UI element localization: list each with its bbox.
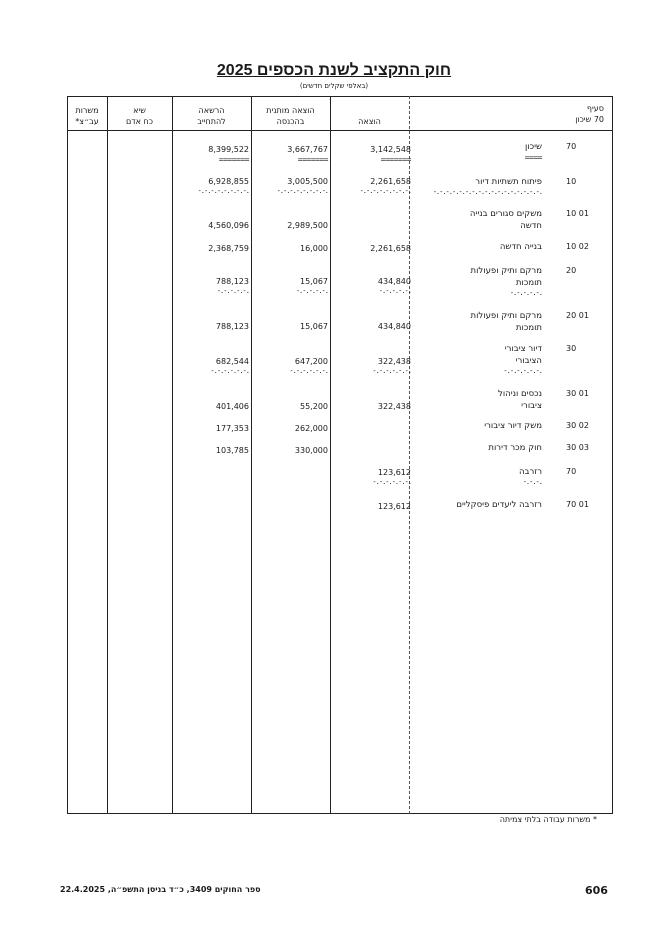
underline-cond: ======= [297, 155, 328, 164]
item-code: 10 [566, 177, 577, 186]
amount-cond: 3,005,500 [287, 177, 328, 186]
item-name-underline: -.-.-. [522, 478, 542, 486]
header-staff [67, 105, 107, 127]
amount-commit: 6,928,855 [208, 177, 249, 186]
item-code: 30 01 [566, 389, 589, 398]
amount-commit: 4,560,096 [208, 221, 249, 230]
amount-cond: 15,067 [300, 322, 328, 331]
amount-commit: 8,399,522 [208, 145, 249, 154]
amount-expense: 322,438 [377, 402, 411, 411]
underline-expense: ======= [380, 155, 411, 164]
column-divider-commit [251, 96, 252, 814]
underline-cond: -.-.-.-.-.-. [289, 367, 328, 375]
amount-expense: 434,840 [377, 322, 411, 331]
header-section-line2: 70 שיכון [575, 115, 604, 124]
amount-expense: 2,261,658 [370, 244, 411, 253]
header-dot: . [329, 94, 332, 102]
amount-cond: 16,000 [300, 244, 328, 253]
item-name: רזרבה [518, 467, 542, 477]
header-cond [251, 105, 330, 127]
header-expense: הוצאה [358, 117, 381, 126]
header-peak [107, 105, 172, 127]
page-number: 606 [585, 884, 608, 897]
item-code: 20 01 [566, 311, 589, 320]
footnote: * משרות עבודה בלתי צמיתה [499, 815, 597, 824]
item-code: 70 01 [566, 500, 589, 509]
column-divider-peak [172, 96, 173, 814]
amount-commit: 177,353 [215, 424, 249, 433]
item-name: נכסים וניהול [498, 389, 542, 399]
amount-cond: 3,667,767 [287, 145, 328, 154]
item-name: תומכות [515, 323, 542, 333]
header-staff-line2: עב״צ* [75, 117, 99, 126]
amount-commit: 788,123 [215, 277, 249, 286]
column-divider-staff [107, 96, 108, 814]
item-name: הציבורי [515, 356, 542, 366]
item-code: 70 [566, 142, 577, 151]
item-name-underline: -.-.-.-.-.-. [503, 367, 542, 375]
header-staff-line1: משרות [75, 106, 99, 115]
amount-cond: 330,000 [294, 446, 328, 455]
underline-commit: -.-.-.-.-.-. [210, 367, 249, 375]
item-code: 30 02 [566, 421, 589, 430]
amount-cond: 15,067 [300, 277, 328, 286]
item-name: משק דיור ציבורי [484, 421, 542, 431]
underline-commit: ======= [218, 155, 249, 164]
header-commit-line2: להתחייב [197, 117, 226, 126]
column-divider-cond [330, 96, 331, 814]
item-code: 30 03 [566, 443, 589, 452]
item-name-underline: ==== [524, 153, 542, 162]
item-name: תומכות [515, 278, 542, 288]
item-code: 20 [566, 266, 577, 275]
page-title: חוק התקציב לשנת הכספים 2025 [216, 62, 452, 79]
header-cond-line1: הוצאה מותנית [266, 106, 315, 115]
amount-cond: 262,000 [294, 424, 328, 433]
amount-cond: 55,200 [300, 402, 328, 411]
amount-expense: 434,840 [377, 277, 411, 286]
item-name-underline: -.-.-.-.-. [509, 289, 542, 297]
amount-commit: 682,544 [215, 357, 249, 366]
item-name-underline: -.-.-.-.-.-.-.-.-.-.-.-.-.-.-.-.-. [432, 188, 542, 196]
item-name: משקים סגורים בנייה [469, 209, 542, 219]
item-name: דיור ציבורי [504, 344, 542, 354]
footer-publication: ספר החוקים 3409, כ״ד בניסן התשפ״ה, 22.4.2025 [60, 885, 261, 894]
amount-expense: 322,438 [377, 357, 411, 366]
item-name: חוק מכר דירות [488, 443, 542, 453]
amount-commit: 2,368,759 [208, 244, 249, 253]
underline-expense: -.-.-.-.-.-.-.-. [359, 187, 411, 195]
item-name: פיתוח תשתיות דיור [475, 177, 542, 187]
item-name: מרקם ותיק ופעולות [470, 311, 542, 321]
underline-expense: -.-.-.-.-.-. [372, 478, 411, 486]
amount-commit: 401,406 [215, 402, 249, 411]
header-peak-line2: כח אדם [125, 117, 154, 126]
item-code: 70 [566, 467, 577, 476]
underline-expense: -.-.-.-.-.-. [372, 367, 411, 375]
budget-table-frame [67, 96, 613, 814]
amount-commit: 788,123 [215, 322, 249, 331]
underline-cond: -.-.-.-.-.-.-.-. [276, 187, 328, 195]
header-peak-line1: שיא [133, 106, 146, 115]
item-name: ציבורי [521, 401, 542, 411]
underline-commit: -.-.-.-.-.-.-.-. [197, 187, 249, 195]
underline-expense: -.-.-.-.-. [378, 287, 411, 295]
item-code: 10 01 [566, 209, 589, 218]
item-code: 30 [566, 344, 577, 353]
item-name: שיכון [524, 142, 542, 152]
header-commit-line1: הרשאה [198, 106, 225, 115]
item-code: 10 02 [566, 242, 589, 251]
column-divider-expense [409, 96, 410, 814]
header-section [520, 103, 604, 125]
item-name: מרקם ותיק ופעולות [470, 266, 542, 276]
header-commit [172, 105, 251, 127]
header-section-line1: סעיף [586, 104, 604, 113]
underline-commit: -.-.-.-.-. [216, 287, 249, 295]
header-cond-line2: בהכנסה [276, 117, 305, 126]
item-name: חדשה [520, 221, 542, 231]
units-subtitle: (באלפי שקלים חדשים) [299, 82, 369, 90]
header-divider [67, 130, 613, 131]
item-name: רזרבה ליעדים פיסקליים [456, 500, 542, 510]
amount-cond: 2,989,500 [287, 221, 328, 230]
item-name: בנייה חדשה [499, 242, 542, 252]
amount-expense: 2,261,658 [370, 177, 411, 186]
amount-expense: 3,142,548 [370, 145, 411, 154]
amount-expense: 123,612 [377, 468, 411, 477]
amount-cond: 647,200 [294, 357, 328, 366]
amount-expense: 123,612 [377, 502, 411, 511]
underline-cond: -.-.-.-.-. [295, 287, 328, 295]
amount-commit: 103,785 [215, 446, 249, 455]
